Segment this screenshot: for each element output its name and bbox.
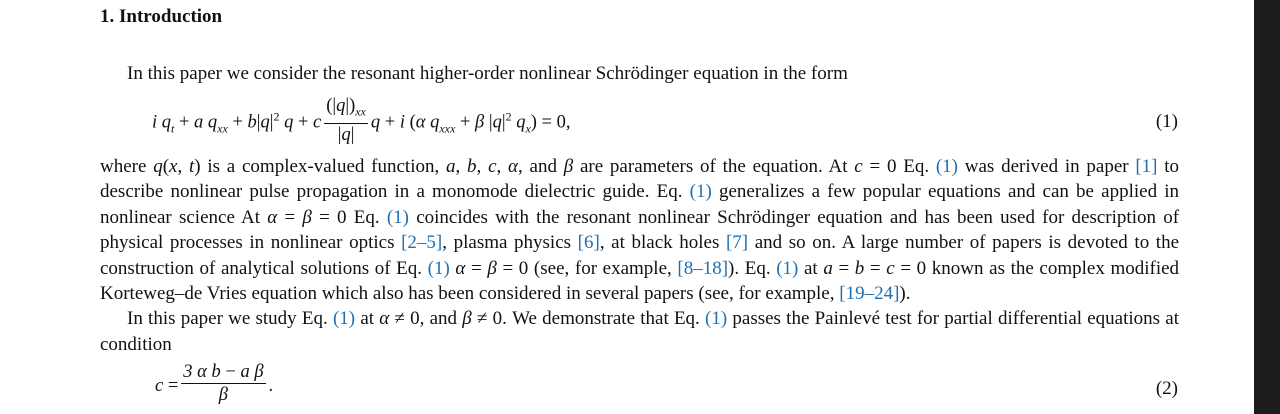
equation-1-formula: i $q_t + a$ $q_{xx} + b|q|^2$ q + c $\frac{(|q|)_{xx}}{|q|}$ q + i (α $q_{xxx} + \beta$ $|q|^2$ $q_x) = 0$, <box>152 96 571 145</box>
section-number: 1. <box>100 6 115 27</box>
paragraph-1: where q(x, t) is a complex-valued function, a, b, c, α, and β are parameters of the equation. At c = 0 Eq. (1) was derived in paper [1] to describe nonlinear pulse propagation in a monomode dielectric guide. Eq. (1) generalizes a few popular equations and can be applied in nonlinear science At α = β = 0 Eq. (1) coincides with the resonant nonlinear Schrödinger equation and has been used for description of physical processes in nonlinear optics [2–5], plasma physics [6], at black holes [7] and so on. A large number of papers is devoted to the construction of analytical solutions of Eq. (1) α = β = 0 (see, for example, [8–18]). Eq. (1) at a = b = c = 0 known as the complex modified Korteweg–de Vries equation which also has been considered in several papers (see, for example, [19–24]). <box>100 156 1180 305</box>
equation-2 <box>100 364 1180 414</box>
eq-ref-link[interactable]: (1) <box>386 206 409 228</box>
eq-ref-link[interactable]: (1) <box>427 257 450 279</box>
eq-ref-link[interactable]: (1) <box>935 156 959 177</box>
viewer-right-edge <box>1254 0 1280 414</box>
paragraph-2: In this paper we study Eq. (1) at α ≠ 0, and β ≠ 0. We demonstrate that Eq. (1) passes the Painlevé test for partial differential equations at condition <box>100 308 1179 355</box>
eq-ref-link[interactable]: (1) <box>332 308 356 330</box>
eq-ref-link[interactable]: (1) <box>705 308 728 330</box>
eq-ref-link[interactable]: (1) <box>776 257 799 279</box>
intro-sentence: In this paper we consider the resonant higher-order nonlinear Schrödinger equation in the form <box>127 63 848 84</box>
citation-link[interactable]: [2–5] <box>401 232 443 254</box>
citation-link[interactable]: [7] <box>725 232 749 254</box>
section-title: Introduction <box>119 6 223 27</box>
equation-1 <box>100 96 1180 150</box>
citation-link[interactable]: [1] <box>1135 156 1158 177</box>
equation-2-number: (2) <box>1155 378 1178 399</box>
body-text <box>100 154 1179 357</box>
equation-1-number: (1) <box>1155 111 1178 132</box>
eq-ref-link[interactable]: (1) <box>689 181 712 203</box>
section-heading <box>100 6 222 28</box>
citation-link[interactable]: [8–18] <box>677 257 729 279</box>
citation-link[interactable]: [6] <box>577 232 600 254</box>
equation-2-formula: c = $\frac{\text{3 α b − a β}}{\beta}$ . <box>155 362 274 405</box>
citation-link[interactable]: [19–24] <box>839 283 900 305</box>
